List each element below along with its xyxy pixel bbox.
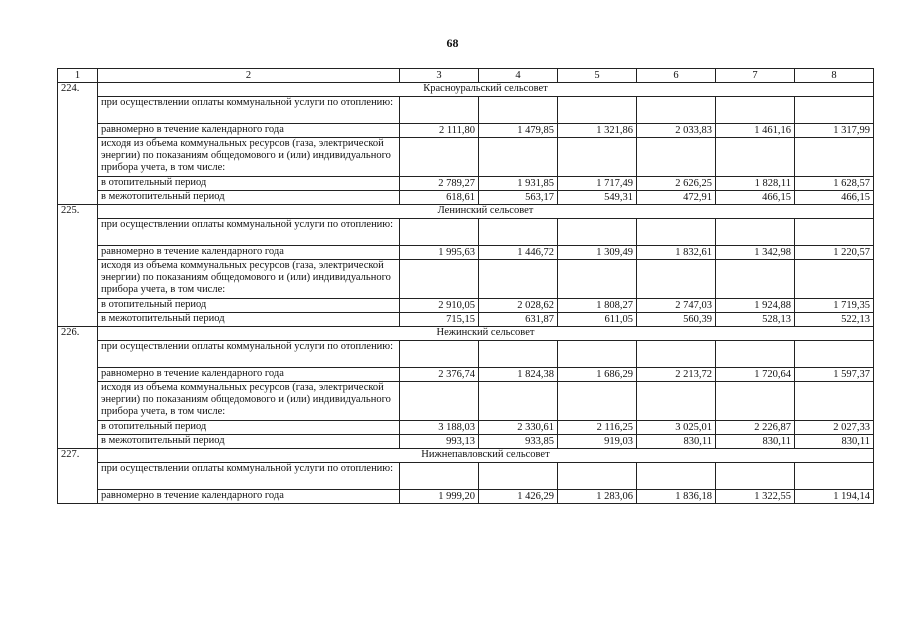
tariff-value: 1 317,99 [795,124,874,138]
table-row [58,490,874,504]
tariff-table [57,68,874,504]
tariff-value [479,260,558,299]
tariff-value [716,260,795,299]
tariff-value [795,341,874,368]
tariff-value: 528,13 [716,313,795,327]
table-row [58,435,874,449]
tariff-value [716,97,795,124]
row-index: 225. [58,205,98,327]
tariff-value [479,463,558,490]
tariff-value: 3 025,01 [637,421,716,435]
tariff-value: 1 924,88 [716,299,795,313]
tariff-value: 1 479,85 [479,124,558,138]
tariff-value: 2 033,83 [637,124,716,138]
settlement-name: Ленинский сельсовет [98,205,874,219]
table-row [58,260,874,299]
tariff-value [795,382,874,421]
column-number: 7 [716,69,795,83]
row-description: в межотопительный период [98,191,400,205]
column-number: 1 [58,69,98,83]
column-number: 8 [795,69,874,83]
tariff-value: 1 342,98 [716,246,795,260]
tariff-value [795,138,874,177]
row-description: в межотопительный период [98,313,400,327]
tariff-value: 830,11 [637,435,716,449]
tariff-value: 1 446,72 [479,246,558,260]
tariff-value: 549,31 [558,191,637,205]
column-number: 6 [637,69,716,83]
tariff-value: 1 828,11 [716,177,795,191]
tariff-value [637,260,716,299]
tariff-value: 1 720,64 [716,368,795,382]
tariff-value: 466,15 [795,191,874,205]
tariff-value [479,341,558,368]
tariff-value: 1 824,38 [479,368,558,382]
tariff-value: 1 283,06 [558,490,637,504]
table-row [58,219,874,246]
tariff-value [716,138,795,177]
row-description: равномерно в течение календарного года [98,490,400,504]
table-row [58,97,874,124]
tariff-value [400,382,479,421]
table-row [58,368,874,382]
tariff-value [479,219,558,246]
table-row [58,421,874,435]
tariff-value: 522,13 [795,313,874,327]
tariff-value: 1 220,57 [795,246,874,260]
tariff-value [637,382,716,421]
tariff-value: 618,61 [400,191,479,205]
tariff-value [716,341,795,368]
row-index: 227. [58,449,98,504]
settlement-name: Красноуральский сельсовет [98,83,874,97]
row-description: в отопительный период [98,177,400,191]
page-number: 68 [446,36,459,50]
tariff-value [400,138,479,177]
tariff-value: 1 426,29 [479,490,558,504]
tariff-value: 1 321,86 [558,124,637,138]
tariff-value: 563,17 [479,191,558,205]
tariff-value [716,382,795,421]
tariff-value [637,138,716,177]
tariff-value: 2 116,25 [558,421,637,435]
tariff-value: 2 789,27 [400,177,479,191]
column-number: 5 [558,69,637,83]
tariff-value: 2 028,62 [479,299,558,313]
tariff-value: 1 194,14 [795,490,874,504]
row-description: при осуществлении оплаты коммунальной услуги по отоплению: [98,341,400,368]
tariff-value: 2 376,74 [400,368,479,382]
row-description: исходя из объема коммунальных ресурсов (газа, электрической энергии) по показаниям общедомового и (или) индивидуального прибора учета, в том числе: [98,138,400,177]
row-description: при осуществлении оплаты коммунальной услуги по отоплению: [98,97,400,124]
tariff-value: 933,85 [479,435,558,449]
table-row [58,191,874,205]
tariff-value: 2 111,80 [400,124,479,138]
row-description: в отопительный период [98,421,400,435]
table-row [58,138,874,177]
row-description: равномерно в течение календарного года [98,246,400,260]
tariff-value: 2 226,87 [716,421,795,435]
tariff-value [716,463,795,490]
tariff-value: 1 836,18 [637,490,716,504]
table-row [58,313,874,327]
tariff-value [479,97,558,124]
table-row [58,124,874,138]
tariff-value: 2 213,72 [637,368,716,382]
tariff-value: 2 027,33 [795,421,874,435]
tariff-value: 919,03 [558,435,637,449]
table-row [58,177,874,191]
tariff-value [795,219,874,246]
tariff-value [637,341,716,368]
tariff-value: 1 686,29 [558,368,637,382]
tariff-value [558,382,637,421]
row-index: 224. [58,83,98,205]
tariff-value [558,138,637,177]
tariff-value: 1 717,49 [558,177,637,191]
tariff-value: 466,15 [716,191,795,205]
tariff-value [716,219,795,246]
table-row [58,382,874,421]
tariff-value: 1 597,37 [795,368,874,382]
tariff-value: 611,05 [558,313,637,327]
tariff-value: 472,91 [637,191,716,205]
tariff-value [637,219,716,246]
tariff-value [795,97,874,124]
tariff-value [558,463,637,490]
tariff-value: 1 999,20 [400,490,479,504]
tariff-value [558,341,637,368]
tariff-value: 2 747,03 [637,299,716,313]
tariff-value: 1 832,61 [637,246,716,260]
tariff-value: 993,13 [400,435,479,449]
row-description: равномерно в течение календарного года [98,124,400,138]
tariff-value [795,260,874,299]
tariff-value: 631,87 [479,313,558,327]
tariff-value: 2 910,05 [400,299,479,313]
row-description: при осуществлении оплаты коммунальной услуги по отоплению: [98,463,400,490]
settlement-header-row [58,83,874,97]
settlement-header-row [58,205,874,219]
table-row [58,246,874,260]
tariff-value: 1 322,55 [716,490,795,504]
tariff-value [637,97,716,124]
column-number: 3 [400,69,479,83]
tariff-value: 1 995,63 [400,246,479,260]
tariff-value: 1 719,35 [795,299,874,313]
column-number: 4 [479,69,558,83]
settlement-name: Нижнепавловский сельсовет [98,449,874,463]
tariff-value: 715,15 [400,313,479,327]
table-row [58,341,874,368]
table-row [58,463,874,490]
row-description: в отопительный период [98,299,400,313]
column-number-row [58,69,874,83]
tariff-value: 1 309,49 [558,246,637,260]
tariff-value [400,341,479,368]
tariff-value [795,463,874,490]
tariff-value [400,260,479,299]
row-description: исходя из объема коммунальных ресурсов (газа, электрической энергии) по показаниям общедомового и (или) индивидуального прибора учета, в том числе: [98,260,400,299]
tariff-value: 3 188,03 [400,421,479,435]
tariff-value: 1 628,57 [795,177,874,191]
row-index: 226. [58,327,98,449]
settlement-header-row [58,327,874,341]
tariff-value: 830,11 [795,435,874,449]
tariff-value: 1 931,85 [479,177,558,191]
row-description: в межотопительный период [98,435,400,449]
tariff-value [479,138,558,177]
tariff-value: 1 461,16 [716,124,795,138]
tariff-value: 830,11 [716,435,795,449]
row-description: равномерно в течение календарного года [98,368,400,382]
row-description: при осуществлении оплаты коммунальной услуги по отоплению: [98,219,400,246]
tariff-value [558,97,637,124]
table-row [58,299,874,313]
tariff-table-body [58,69,874,504]
tariff-value: 560,39 [637,313,716,327]
tariff-value [558,219,637,246]
tariff-value: 2 330,61 [479,421,558,435]
column-number: 2 [98,69,400,83]
tariff-value [400,463,479,490]
tariff-value [400,97,479,124]
tariff-value [558,260,637,299]
tariff-value [637,463,716,490]
tariff-value: 1 808,27 [558,299,637,313]
tariff-value [479,382,558,421]
tariff-value: 2 626,25 [637,177,716,191]
settlement-header-row [58,449,874,463]
row-description: исходя из объема коммунальных ресурсов (газа, электрической энергии) по показаниям общедомового и (или) индивидуального прибора учета, в том числе: [98,382,400,421]
settlement-name: Нежинский сельсовет [98,327,874,341]
tariff-value [400,219,479,246]
